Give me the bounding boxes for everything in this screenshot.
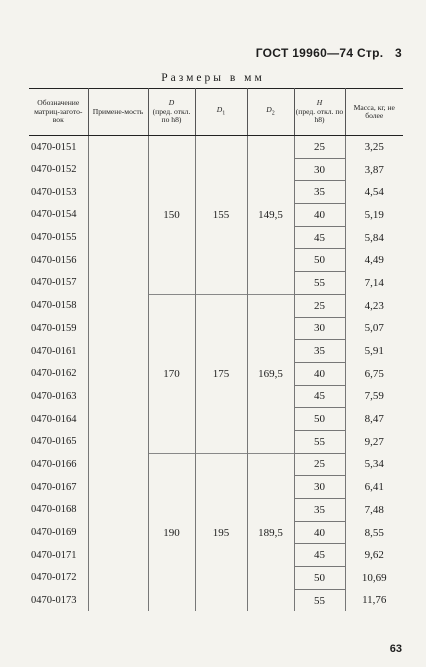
table-row bbox=[29, 181, 403, 204]
application-cell bbox=[88, 385, 148, 408]
mass-cell: 5,91 bbox=[364, 345, 384, 358]
height-cell: 25 bbox=[294, 294, 345, 317]
col-application: Примене-мость bbox=[88, 89, 148, 136]
designation-cell: 0470-0162 bbox=[29, 362, 88, 385]
group-d-cell: 190 bbox=[148, 521, 195, 544]
group-d2-cell: 189,5 bbox=[247, 521, 294, 544]
group-d1-cell bbox=[195, 340, 247, 363]
group-d2-cell bbox=[247, 430, 294, 453]
application-cell bbox=[88, 204, 148, 227]
table-row bbox=[29, 589, 403, 611]
group-d-cell bbox=[148, 499, 195, 522]
group-d-cell: 170 bbox=[148, 362, 195, 385]
height-cell: 40 bbox=[294, 362, 345, 385]
group-d2-cell bbox=[247, 476, 294, 499]
group-d1-cell bbox=[195, 499, 247, 522]
designation-cell: 0470-0161 bbox=[29, 340, 88, 363]
application-cell bbox=[88, 158, 148, 181]
group-d1-cell bbox=[195, 589, 247, 611]
group-d-cell bbox=[148, 272, 195, 295]
height-cell: 25 bbox=[294, 453, 345, 476]
group-d1-cell bbox=[195, 317, 247, 340]
designation-cell: 0470-0151 bbox=[29, 136, 88, 159]
height-cell: 25 bbox=[294, 136, 345, 159]
group-d-cell bbox=[148, 453, 195, 476]
group-d-cell bbox=[148, 226, 195, 249]
group-d-cell bbox=[148, 544, 195, 567]
table-row bbox=[29, 204, 403, 227]
table-row bbox=[29, 294, 403, 317]
group-d1-cell bbox=[195, 136, 247, 159]
application-cell bbox=[88, 317, 148, 340]
group-d2-cell bbox=[247, 294, 294, 317]
designation-cell: 0470-0165 bbox=[29, 430, 88, 453]
group-d1-cell bbox=[195, 408, 247, 431]
table-row bbox=[29, 499, 403, 522]
mass-cell: 7,48 bbox=[364, 503, 384, 516]
table-row bbox=[29, 476, 403, 499]
designation-cell: 0470-0163 bbox=[29, 385, 88, 408]
group-d-cell bbox=[148, 249, 195, 272]
application-cell bbox=[88, 453, 148, 476]
group-d-cell bbox=[148, 317, 195, 340]
group-d1-cell bbox=[195, 385, 247, 408]
designation-cell: 0470-0153 bbox=[29, 181, 88, 204]
page-number: 3 bbox=[395, 46, 402, 60]
mass-cell: 6,75 bbox=[364, 367, 384, 380]
table-row bbox=[29, 226, 403, 249]
group-d2-cell bbox=[247, 408, 294, 431]
designation-cell: 0470-0172 bbox=[29, 567, 88, 590]
application-cell bbox=[88, 476, 148, 499]
group-d-cell: 150 bbox=[148, 204, 195, 227]
height-cell: 30 bbox=[294, 158, 345, 181]
application-cell bbox=[88, 408, 148, 431]
table-row bbox=[29, 453, 403, 476]
mass-cell: 4,49 bbox=[364, 254, 384, 267]
mass-cell: 5,34 bbox=[364, 458, 384, 471]
table-row bbox=[29, 340, 403, 363]
mass-cell: 11,76 bbox=[362, 594, 387, 607]
designation-cell: 0470-0167 bbox=[29, 476, 88, 499]
height-cell: 35 bbox=[294, 499, 345, 522]
group-d-cell bbox=[148, 567, 195, 590]
mass-cell: 4,23 bbox=[364, 299, 384, 312]
application-cell bbox=[88, 589, 148, 611]
mass-cell: 3,25 bbox=[364, 141, 384, 154]
mass-cell: 5,07 bbox=[364, 322, 384, 335]
group-d2-cell bbox=[247, 385, 294, 408]
designation-cell: 0470-0164 bbox=[29, 408, 88, 431]
group-d1-cell bbox=[195, 249, 247, 272]
col-designation: Обозначение матриц-загото-вок bbox=[29, 89, 88, 136]
group-d2-cell bbox=[247, 340, 294, 363]
application-cell bbox=[88, 272, 148, 295]
application-cell bbox=[88, 567, 148, 590]
height-cell: 55 bbox=[294, 272, 345, 295]
group-d1-cell bbox=[195, 226, 247, 249]
height-cell: 55 bbox=[294, 430, 345, 453]
height-cell: 55 bbox=[294, 589, 345, 611]
group-d-cell bbox=[148, 589, 195, 611]
height-cell: 40 bbox=[294, 521, 345, 544]
group-d2-cell: 169,5 bbox=[247, 362, 294, 385]
group-d-cell bbox=[148, 294, 195, 317]
group-d1-cell bbox=[195, 294, 247, 317]
application-cell bbox=[88, 362, 148, 385]
group-d-cell bbox=[148, 340, 195, 363]
col-d: D (пред. откл. по h8) bbox=[148, 89, 195, 136]
table-row bbox=[29, 317, 403, 340]
group-d2-cell bbox=[247, 226, 294, 249]
group-d1-cell bbox=[195, 476, 247, 499]
group-d1-cell bbox=[195, 272, 247, 295]
group-d1-cell bbox=[195, 181, 247, 204]
application-cell bbox=[88, 430, 148, 453]
col-mass: Масса, кг, не более bbox=[345, 89, 403, 136]
group-d2-cell bbox=[247, 249, 294, 272]
group-d2-cell bbox=[247, 567, 294, 590]
group-d-cell bbox=[148, 408, 195, 431]
group-d2-cell bbox=[247, 181, 294, 204]
table-row bbox=[29, 567, 403, 590]
group-d-cell bbox=[148, 430, 195, 453]
table-row bbox=[29, 521, 403, 544]
mass-cell: 8,47 bbox=[364, 413, 384, 426]
group-d2-cell bbox=[247, 544, 294, 567]
application-cell bbox=[88, 544, 148, 567]
table-row bbox=[29, 408, 403, 431]
table-row bbox=[29, 430, 403, 453]
mass-cell: 6,41 bbox=[364, 481, 384, 494]
height-cell: 45 bbox=[294, 385, 345, 408]
group-d2-cell bbox=[247, 453, 294, 476]
group-d1-cell: 195 bbox=[195, 521, 247, 544]
group-d1-cell: 155 bbox=[195, 204, 247, 227]
table-row bbox=[29, 249, 403, 272]
mass-cell: 5,19 bbox=[364, 208, 384, 221]
mass-cell: 5,84 bbox=[364, 231, 384, 244]
mass-cell: 8,55 bbox=[364, 526, 384, 539]
col-d1: $D_1$ bbox=[195, 89, 247, 136]
group-d-cell bbox=[148, 476, 195, 499]
designation-cell: 0470-0169 bbox=[29, 521, 88, 544]
group-d-cell bbox=[148, 158, 195, 181]
designation-cell: 0470-0171 bbox=[29, 544, 88, 567]
designation-cell: 0470-0156 bbox=[29, 249, 88, 272]
height-cell: 50 bbox=[294, 249, 345, 272]
designation-cell: 0470-0168 bbox=[29, 499, 88, 522]
application-cell bbox=[88, 181, 148, 204]
dimensions-table bbox=[29, 88, 403, 611]
group-d2-cell bbox=[247, 136, 294, 159]
height-cell: 45 bbox=[294, 544, 345, 567]
application-cell bbox=[88, 340, 148, 363]
application-cell bbox=[88, 136, 148, 159]
group-d1-cell bbox=[195, 567, 247, 590]
application-cell bbox=[88, 521, 148, 544]
group-d1-cell bbox=[195, 544, 247, 567]
group-d-cell bbox=[148, 181, 195, 204]
table-row bbox=[29, 272, 403, 295]
application-cell bbox=[88, 226, 148, 249]
designation-cell: 0470-0173 bbox=[29, 589, 88, 611]
mass-cell: 7,14 bbox=[364, 276, 384, 289]
group-d1-cell: 175 bbox=[195, 362, 247, 385]
designation-cell: 0470-0154 bbox=[29, 204, 88, 227]
table-row bbox=[29, 385, 403, 408]
height-cell: 50 bbox=[294, 408, 345, 431]
table-row bbox=[29, 158, 403, 181]
page-header bbox=[256, 46, 402, 60]
mass-cell: 9,27 bbox=[364, 435, 384, 448]
mass-cell: 4,54 bbox=[364, 186, 384, 199]
group-d1-cell bbox=[195, 158, 247, 181]
application-cell bbox=[88, 294, 148, 317]
designation-cell: 0470-0155 bbox=[29, 226, 88, 249]
height-cell: 35 bbox=[294, 340, 345, 363]
application-cell bbox=[88, 499, 148, 522]
col-h: H (пред. откл. по h8) bbox=[294, 89, 345, 136]
group-d2-cell bbox=[247, 317, 294, 340]
standard-title: ГОСТ 19960—74 Стр. bbox=[255, 46, 384, 60]
height-cell: 30 bbox=[294, 317, 345, 340]
height-cell: 50 bbox=[294, 567, 345, 590]
mass-cell: 9,62 bbox=[364, 549, 384, 562]
group-d1-cell bbox=[195, 430, 247, 453]
designation-cell: 0470-0152 bbox=[29, 158, 88, 181]
group-d2-cell: 149,5 bbox=[247, 204, 294, 227]
group-d2-cell bbox=[247, 272, 294, 295]
designation-cell: 0470-0157 bbox=[29, 272, 88, 295]
group-d-cell bbox=[148, 136, 195, 159]
group-d1-cell bbox=[195, 453, 247, 476]
footer-page-number: 63 bbox=[389, 643, 402, 655]
group-d2-cell bbox=[247, 499, 294, 522]
height-cell: 45 bbox=[294, 226, 345, 249]
application-cell bbox=[88, 249, 148, 272]
height-cell: 40 bbox=[294, 204, 345, 227]
height-cell: 30 bbox=[294, 476, 345, 499]
group-d-cell bbox=[148, 385, 195, 408]
mass-cell: 7,59 bbox=[364, 390, 384, 403]
designation-cell: 0470-0158 bbox=[29, 294, 88, 317]
table-header-row bbox=[29, 89, 403, 136]
table-row bbox=[29, 362, 403, 385]
group-d2-cell bbox=[247, 158, 294, 181]
designation-cell: 0470-0166 bbox=[29, 453, 88, 476]
dimensions-caption: Размеры в мм bbox=[161, 72, 265, 84]
col-d2: $D_2$ bbox=[247, 89, 294, 136]
height-cell: 35 bbox=[294, 181, 345, 204]
mass-cell: 3,87 bbox=[364, 163, 384, 176]
designation-cell: 0470-0159 bbox=[29, 317, 88, 340]
group-d2-cell bbox=[247, 589, 294, 611]
table-row bbox=[29, 544, 403, 567]
mass-cell: 10,69 bbox=[361, 571, 387, 584]
table-row bbox=[29, 136, 403, 159]
